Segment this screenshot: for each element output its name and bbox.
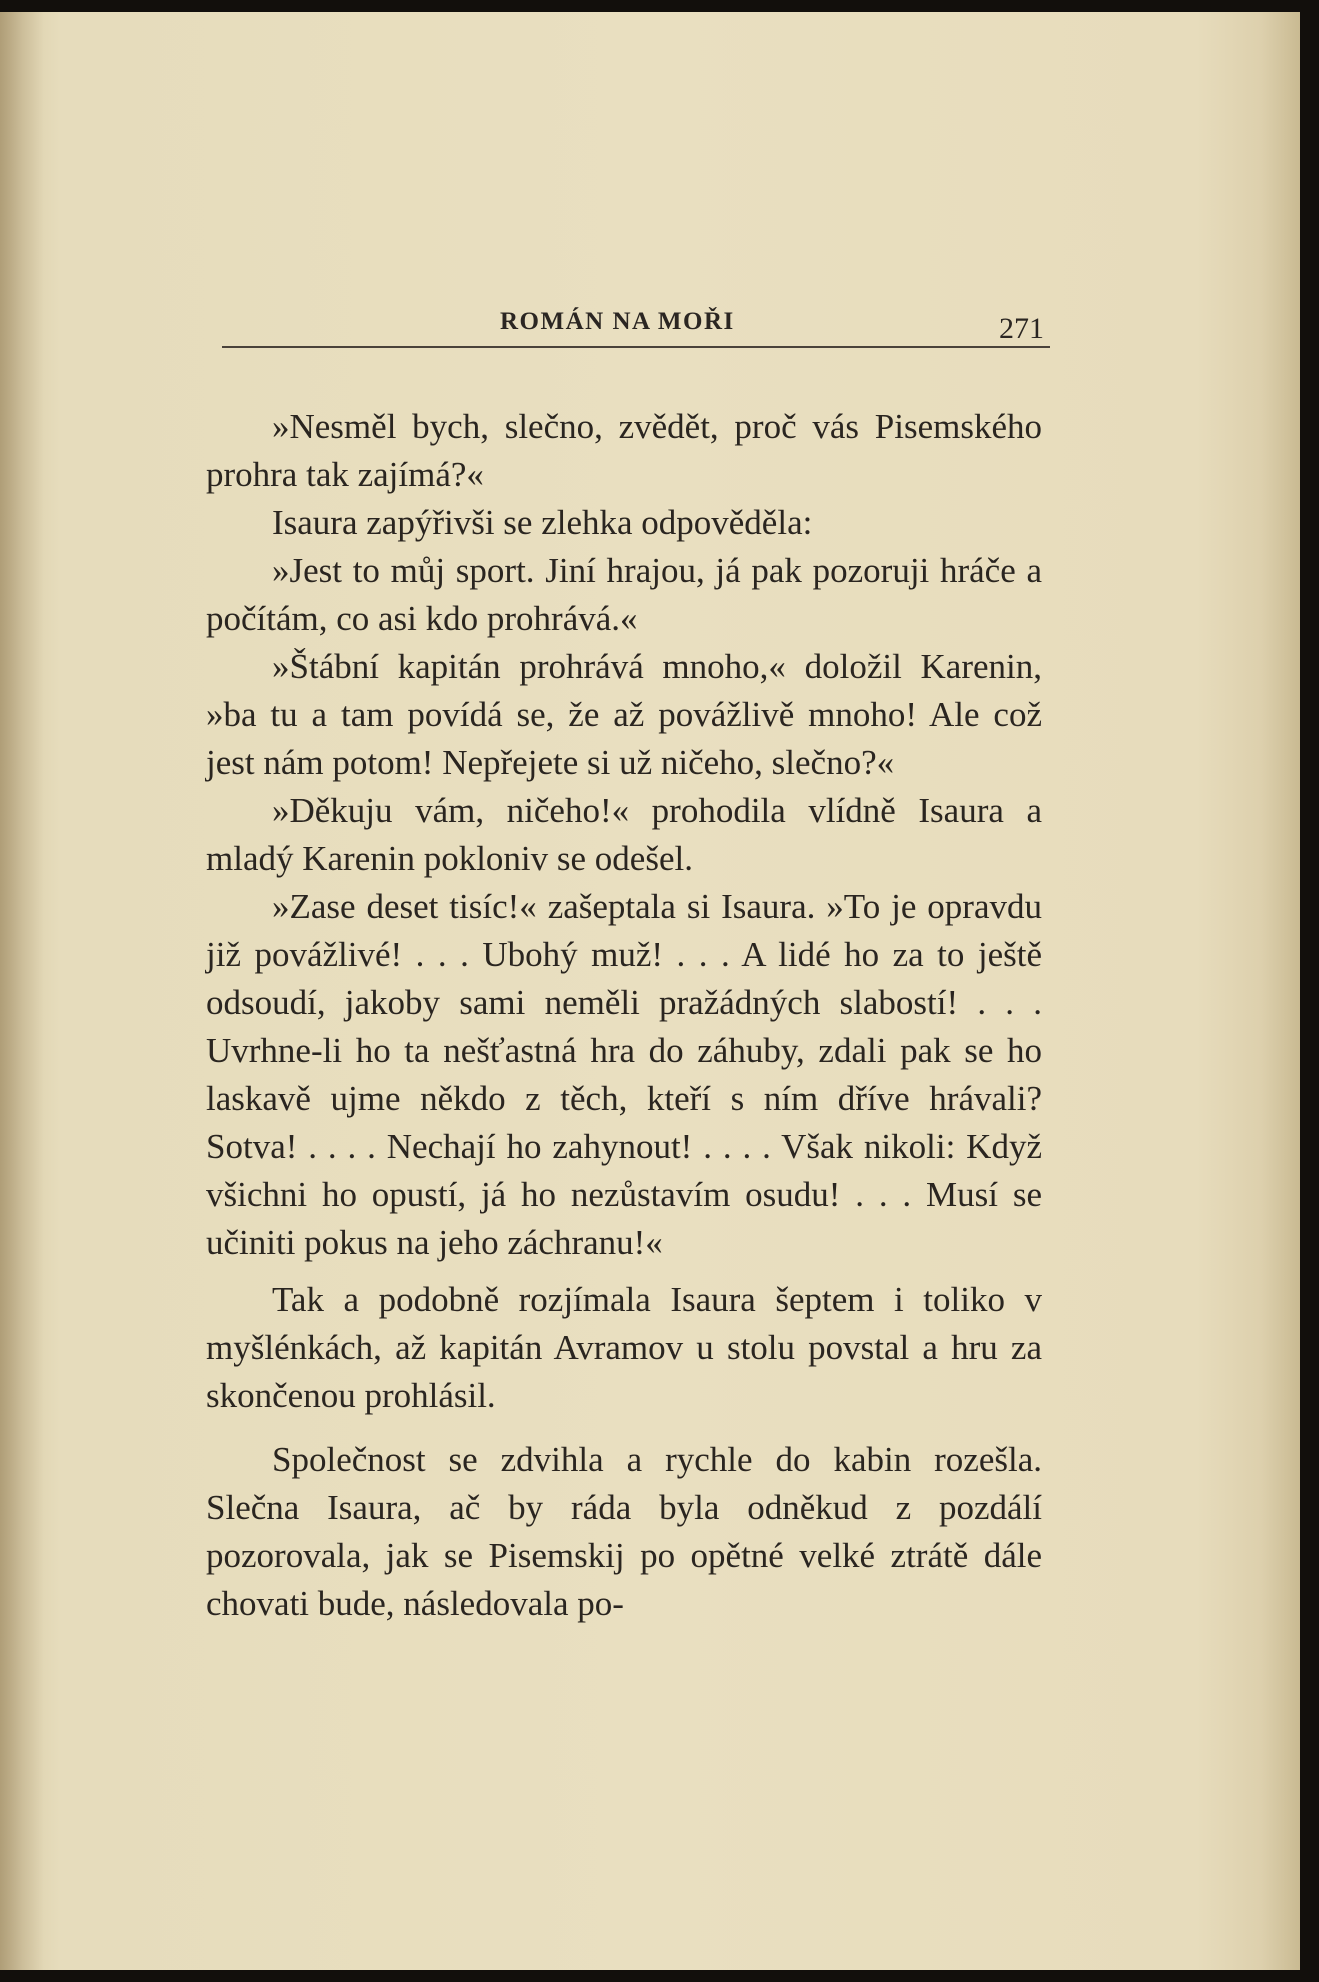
running-title: ROMÁN NA MOŘI <box>500 308 735 335</box>
book-page <box>0 12 1300 1970</box>
header-rule <box>222 346 1050 348</box>
page-header <box>222 300 1050 348</box>
page-spine-shadow <box>0 12 44 1970</box>
paragraph: »Zase deset tisíc!« zašeptala si Isaura. »To je opravdu již povážlivé! . . . Ubohý muž! . . . A lidé ho za to ještě odsoudí, jakoby sami neměli pražádných slabostí! . . . Uvrhne-li ho ta nešťastná hra do záhuby, zdali pak se ho laskavě ujme někdo z těch, kteří s ním dříve hrávali? Sotva! . . . . Nechají ho zahynout! . . . . Však nikoli: Když všichni ho opustí, já ho nezůstavím osudu! . . . Musí se učiniti pokus na jeho záchranu!« <box>206 887 1042 1262</box>
paragraph: »Štábní kapitán prohrává mnoho,« doložil Karenin, »ba tu a tam povídá se, že až povážlivě mnoho! Ale což jest nám potom! Nepřejete si už ničeho, slečno?« <box>206 647 1042 782</box>
paragraph: Společnost se zdvihla a rychle do kabin rozešla. Slečna Isaura, ač by ráda byla odněkud z pozdálí pozorovala, jak se Pisemskij po opětné velké ztrátě dále chovati bude, následovala po- <box>206 1440 1042 1623</box>
page-number: 271 <box>999 312 1044 345</box>
body-text <box>206 403 1042 1628</box>
paragraph: Tak a podobně rozjímala Isaura šeptem i toliko v myšlénkách, až kapitán Avramov u stolu povstal a hru za skončenou prohlásil. <box>206 1280 1042 1415</box>
paragraph: »Děkuju vám, ničeho!« prohodila vlídně Isaura a mladý Karenin pokloniv se odešel. <box>206 791 1042 878</box>
paragraph: Isaura zapýřivši se zlehka odpověděla: <box>272 503 813 542</box>
paragraph: »Nesměl bych, slečno, zvědět, proč vás Pisemského prohra tak zajímá?« <box>206 407 1042 494</box>
paragraph: »Jest to můj sport. Jiní hrajou, já pak pozoruji hráče a počítám, co asi kdo prohrává.« <box>206 551 1042 638</box>
